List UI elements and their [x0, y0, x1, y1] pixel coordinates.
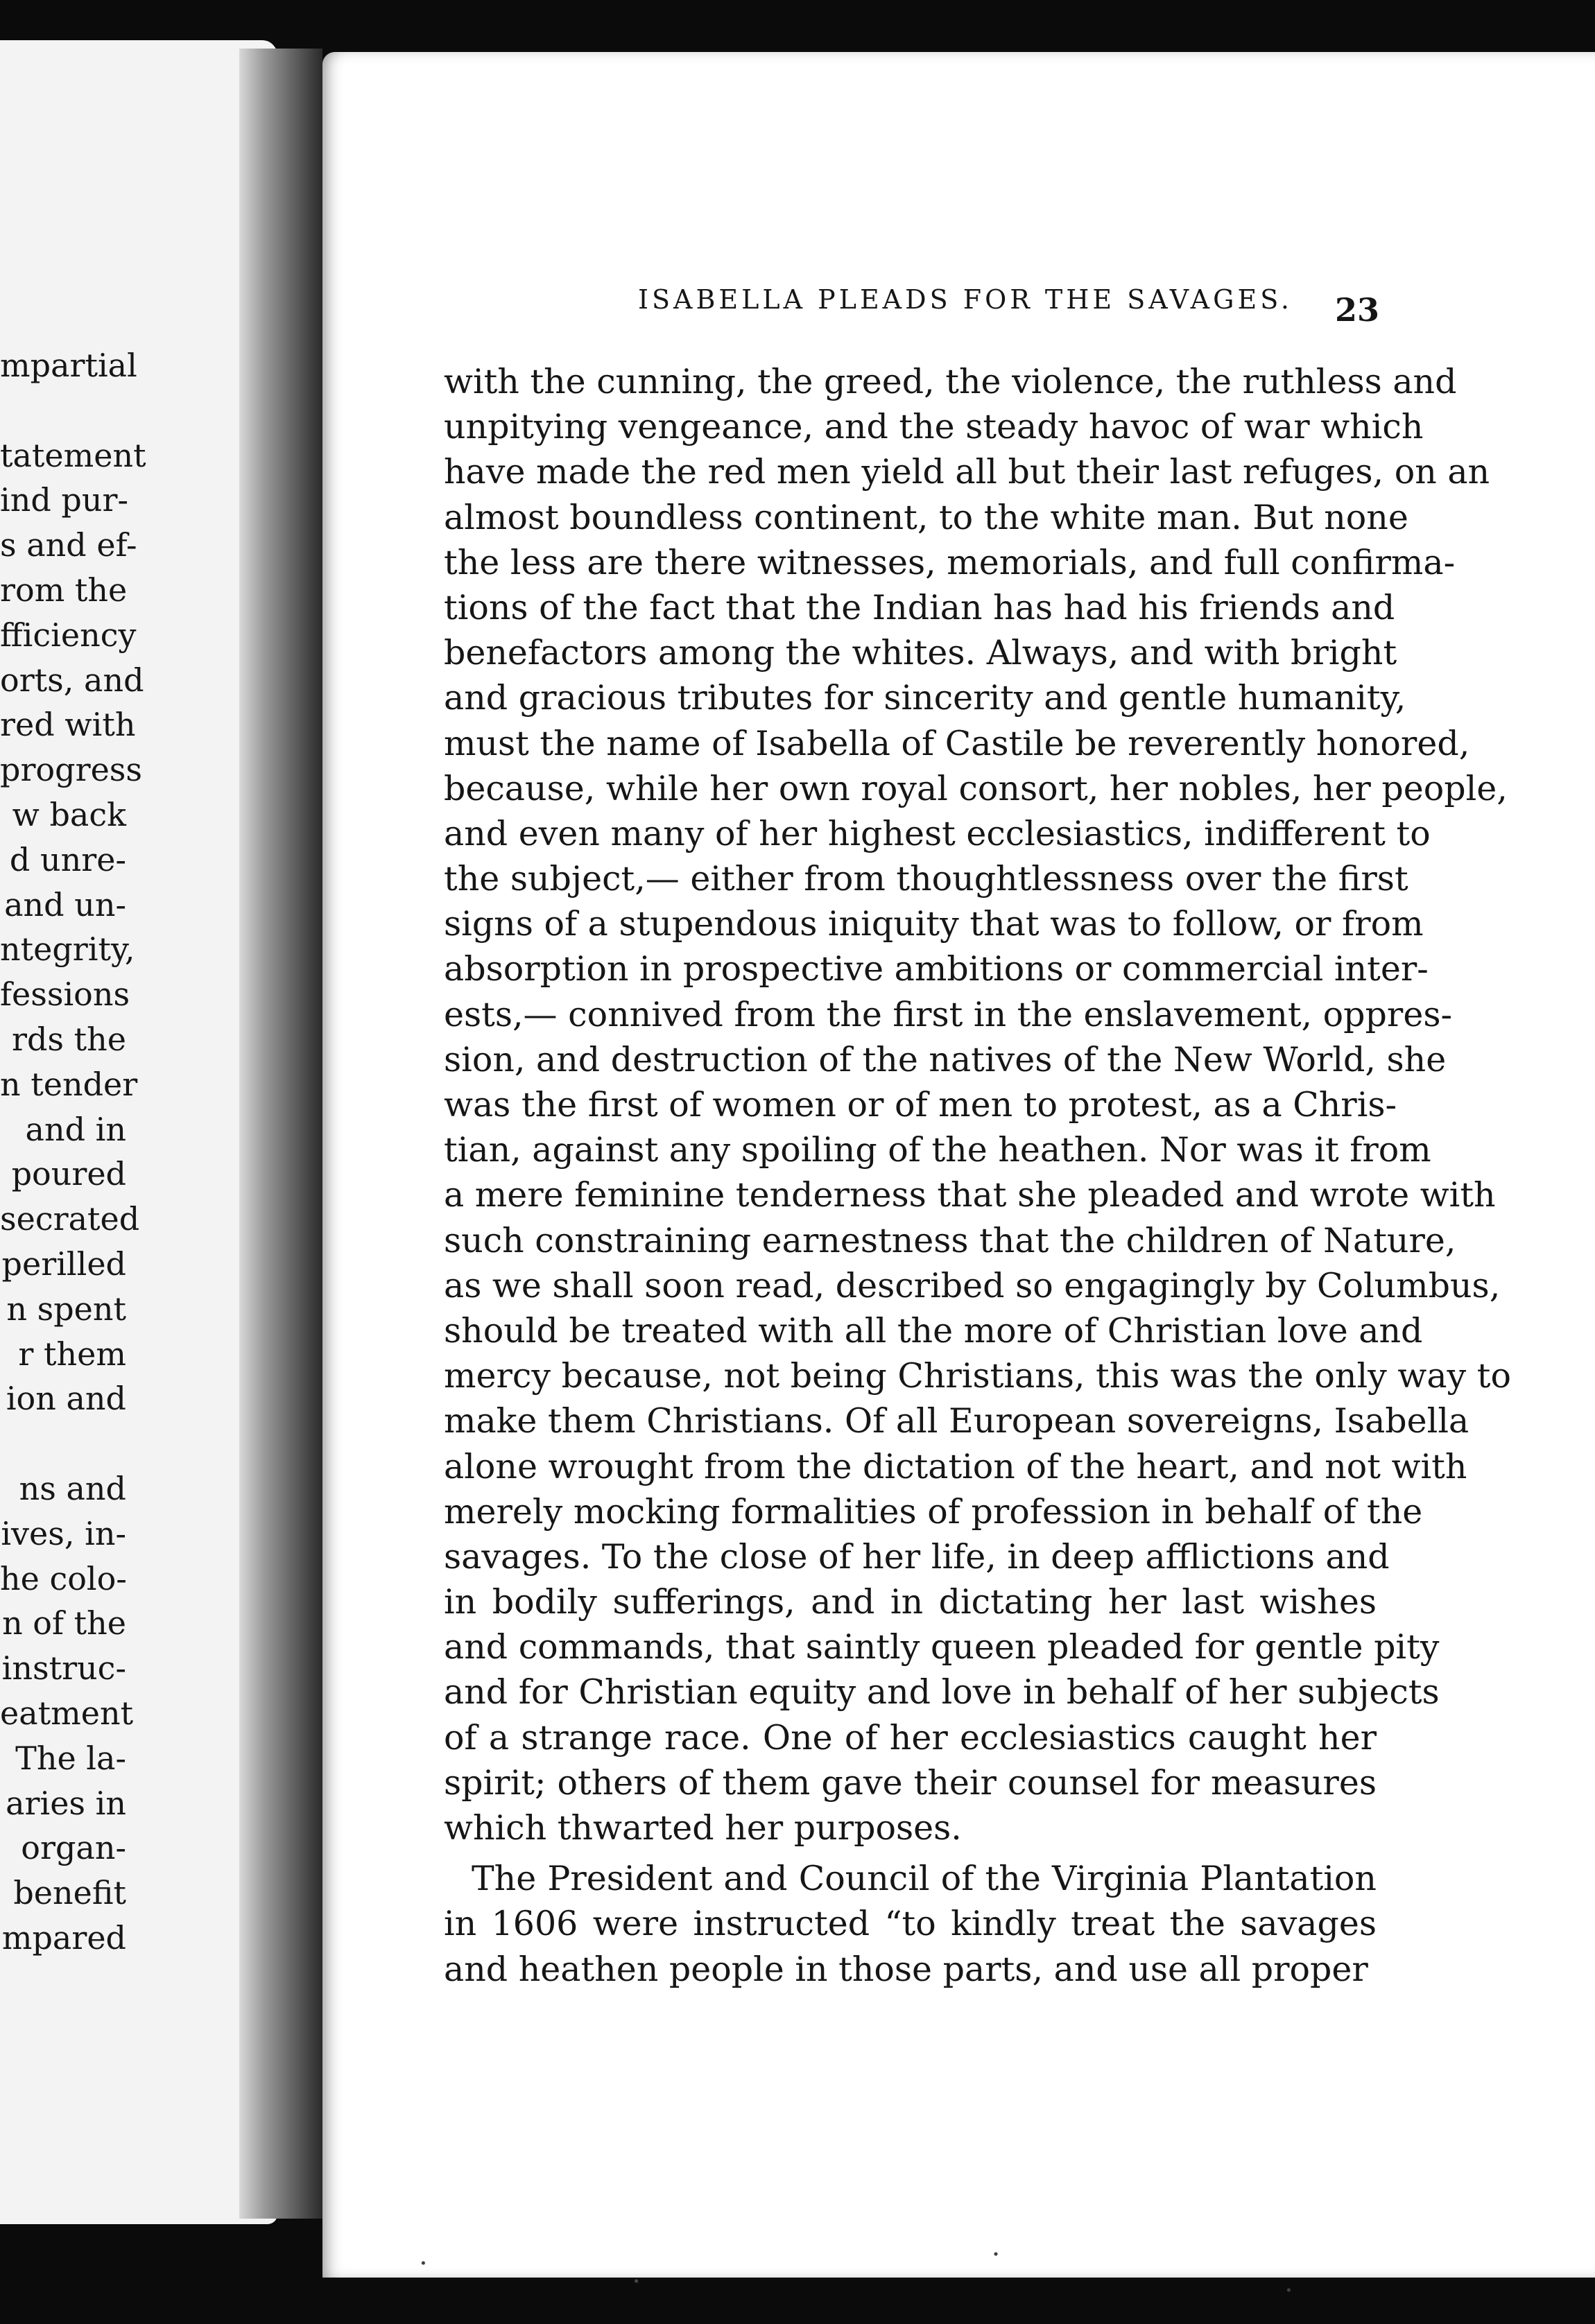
text-line: a mere feminine tenderness that she pleaded and wrote with — [444, 1175, 1496, 1215]
scan-specks — [264, 2227, 1595, 2317]
left-page-line: secrated — [0, 1200, 140, 1238]
text-line: which thwarted her purposes. — [444, 1808, 962, 1848]
left-page-line: ind pur- — [0, 481, 129, 519]
page-number: 23 — [1335, 291, 1380, 329]
text-line: because, while her own royal consort, her nobles, her people, — [444, 768, 1508, 808]
text-line: tian, against any spoiling of the heathen. Nor was it from — [444, 1130, 1431, 1170]
text-line: spirit; others of them gave their counsel for measures — [444, 1762, 1377, 1803]
left-page-line: n spent — [6, 1290, 126, 1328]
paragraph-gap — [444, 1850, 1377, 1856]
text-line: almost boundless continent, to the white man. But none — [444, 497, 1408, 537]
left-page-line: ion and — [6, 1380, 126, 1418]
left-page-line: organ- — [21, 1829, 126, 1867]
left-page-line: ns and — [19, 1469, 126, 1507]
text-line: savages. To the close of her life, in deep afflictions and — [444, 1536, 1390, 1577]
text-line: and commands, that saintly queen pleaded for gentle pity — [444, 1627, 1440, 1667]
text-line: the subject,— either from thoughtlessness over the first — [444, 859, 1408, 899]
text-line: in 1606 were instructed “to kindly treat the savages — [444, 1904, 1377, 1944]
left-page-line: poured — [11, 1155, 126, 1193]
text-line: and for Christian equity and love in behalf of her subjects — [444, 1672, 1440, 1712]
text-line: ests,— connived from the first in the enslavement, oppres- — [444, 994, 1453, 1034]
left-page-line: s and ef- — [0, 526, 137, 564]
left-page-line: ntegrity, — [0, 930, 135, 969]
left-page-blank-line — [0, 388, 126, 433]
left-page-line: benefit — [13, 1874, 126, 1912]
left-page-line: aries in — [6, 1784, 126, 1822]
left-page-line: and in — [25, 1110, 126, 1148]
text-line: such constraining earnestness that the children of Nature, — [444, 1220, 1456, 1260]
text-line: alone wrought from the dictation of the heart, and not with — [444, 1446, 1467, 1486]
text-line: of a strange race. One of her ecclesiastics caught her — [444, 1717, 1377, 1758]
left-page-line: and un- — [4, 885, 126, 923]
left-page-line: he colo- — [0, 1559, 127, 1597]
left-page-line: rom the — [0, 571, 128, 609]
left-page-line: mpartial — [0, 347, 137, 384]
text-line: The President and Council of the Virginia Plantation — [472, 1859, 1377, 1899]
text-line: and gracious tributes for sincerity and gentle humanity, — [444, 678, 1406, 718]
text-line: unpitying vengeance, and the steady havoc of war which — [444, 407, 1424, 447]
left-page-line: perilled — [1, 1245, 126, 1283]
left-page-line: tatement — [0, 436, 146, 474]
text-line: and heathen people in those parts, and use all proper — [444, 1949, 1368, 1989]
left-page-line: instruc- — [1, 1649, 126, 1688]
left-page-line: orts, and — [0, 661, 144, 699]
left-page-line: rds the — [12, 1020, 126, 1058]
book-gutter — [239, 49, 322, 2219]
left-page-line: n of the — [2, 1604, 126, 1642]
text-line: have made the red men yield all but their last refuges, on an — [444, 452, 1490, 492]
text-line: signs of a stupendous iniquity that was to follow, or from — [444, 904, 1424, 944]
left-page-line: progress — [0, 751, 143, 789]
text-line: in bodily sufferings, and in dictating her last wishes — [444, 1582, 1377, 1622]
text-line: benefactors among the whites. Always, and with bright — [444, 633, 1397, 673]
left-page-blank-line — [0, 1421, 126, 1466]
left-page-line: ives, in- — [1, 1514, 126, 1552]
text-line: as we shall soon read, described so engagingly by Columbus, — [444, 1265, 1501, 1306]
left-page-line: fessions — [0, 975, 130, 1014]
left-page-line: eatment — [0, 1694, 134, 1732]
body-text — [444, 359, 1511, 1992]
left-page-line: r them — [18, 1335, 126, 1373]
text-line: should be treated with all the more of Christian love and — [444, 1310, 1423, 1351]
text-line: and even many of her highest ecclesiastics, indifferent to — [444, 813, 1431, 853]
text-line: with the cunning, the greed, the violence, the ruthless and — [444, 362, 1457, 401]
text-line: sion, and destruction of the natives of the New World, she — [444, 1039, 1447, 1079]
text-line: mercy because, not being Christians, this was the only way to — [444, 1356, 1511, 1396]
left-page-line: n tender — [0, 1065, 138, 1103]
left-page-line: w back — [12, 795, 126, 833]
left-page-line: d unre- — [9, 840, 126, 878]
left-page-line: red with — [0, 706, 136, 744]
text-line: was the first of women or of men to protest, as a Chris- — [444, 1085, 1397, 1125]
text-line: absorption in prospective ambitions or commercial inter- — [444, 949, 1429, 989]
left-page-line: The la- — [15, 1739, 126, 1777]
text-line: merely mocking formalities of profession in behalf of the — [444, 1491, 1423, 1532]
text-line: must the name of Isabella of Castile be reverently honored, — [444, 723, 1470, 763]
text-line: make them Christians. Of all European sovereigns, Isabella — [444, 1401, 1469, 1441]
left-page-text — [0, 343, 146, 1961]
left-page-line: fficiency — [0, 616, 137, 654]
running-head: ISABELLA PLEADS FOR THE SAVAGES. — [638, 284, 1293, 315]
left-page-line: mpared — [1, 1918, 126, 1957]
text-line: the less are there witnesses, memorials, and full confirma- — [444, 542, 1456, 582]
text-line: tions of the fact that the Indian has had his friends and — [444, 587, 1395, 627]
